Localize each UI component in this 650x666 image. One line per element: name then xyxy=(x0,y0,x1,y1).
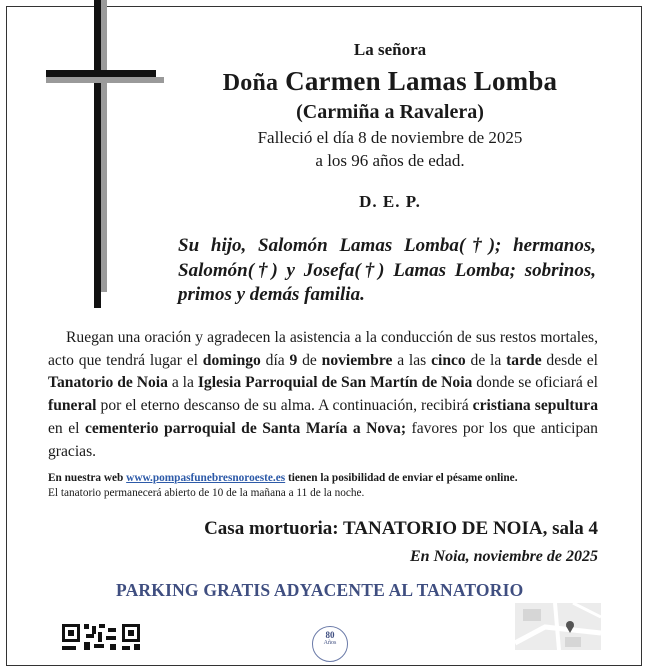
body-bold-day: domingo xyxy=(202,351,261,369)
body-text-3: de xyxy=(297,351,322,369)
funeral-home: Casa mortuoria: TANATORIO DE NOIA, sala 4 xyxy=(204,518,598,539)
body-text-8: donde se oficiará el xyxy=(472,374,598,392)
body-bold-cemetery: cementerio parroquial de Santa María a Nova; xyxy=(84,419,407,437)
body-text-6: desde el xyxy=(541,351,598,369)
body-text-4: a las xyxy=(392,351,432,369)
family-list: Su hijo, Salomón Lamas Lomba(†); hermanos, Salomón(†) y Josefa(†) Lamas Lomba; sobrinos, primos y demás familia. xyxy=(178,235,596,305)
honorific: La señora xyxy=(353,40,427,59)
body-text-1: Ruegan una oración y agradecen la asistencia a la conducción de sus restos mortales, acto que tendrá lugar el xyxy=(48,329,598,369)
anniversary-seal-icon xyxy=(312,626,348,662)
place-date: En Noia, noviembre de 2025 xyxy=(410,548,598,565)
ceremony-text xyxy=(48,327,598,463)
name-text: Carmen Lamas Lomba xyxy=(285,66,558,96)
body-text-2: día xyxy=(260,351,290,369)
body-bold-hour: cinco xyxy=(431,351,466,369)
nickname: (Carmiña a Ravalera) xyxy=(296,101,484,123)
map-icon xyxy=(515,603,601,650)
death-date: Falleció el día 8 de noviembre de 2025 xyxy=(257,128,523,147)
body-bold-church: Iglesia Parroquial de San Martín de Noia xyxy=(197,374,473,392)
web-suffix: tienen la posibilidad de enviar el pésame online. xyxy=(285,472,518,484)
body-text-7: a la xyxy=(167,374,198,392)
web-notice xyxy=(48,471,608,501)
body-text-11: favores por los que anticipan gracias. xyxy=(48,419,598,460)
body-text-10: en el xyxy=(48,419,85,437)
rip-text: D. E. P. xyxy=(359,192,421,211)
seal-label: Años xyxy=(323,640,337,646)
location-map[interactable] xyxy=(515,603,601,650)
body-bold-date: 9 xyxy=(289,351,298,369)
body-bold-funeral: funeral xyxy=(48,397,97,415)
body-bold-month: noviembre xyxy=(321,351,393,369)
body-bold-tanatorio: Tanatorio de Noia xyxy=(48,374,168,392)
name-prefix: Doña xyxy=(222,70,279,96)
body-text-9: por el eterno descanso de su alma. A continuación, recibirá xyxy=(96,397,473,415)
body-bold-afternoon: tarde xyxy=(506,351,542,369)
body-bold-burial: cristiana sepultura xyxy=(472,397,599,415)
seal-number: 80 xyxy=(325,630,335,640)
opening-hours: El tanatorio permanecerá abierto de 10 de la mañana a 11 de la noche. xyxy=(48,487,365,499)
website-link[interactable]: www.pompasfunebresnoroeste.es xyxy=(126,472,286,484)
deceased-name xyxy=(195,66,585,97)
qr-code-icon[interactable] xyxy=(62,622,144,650)
age: a los 96 años de edad. xyxy=(315,151,465,170)
parking-notice: PARKING GRATIS ADYACENTE AL TANATORIO xyxy=(116,580,524,600)
web-prefix: En nuestra web xyxy=(48,472,127,484)
body-text-5: de la xyxy=(465,351,507,369)
